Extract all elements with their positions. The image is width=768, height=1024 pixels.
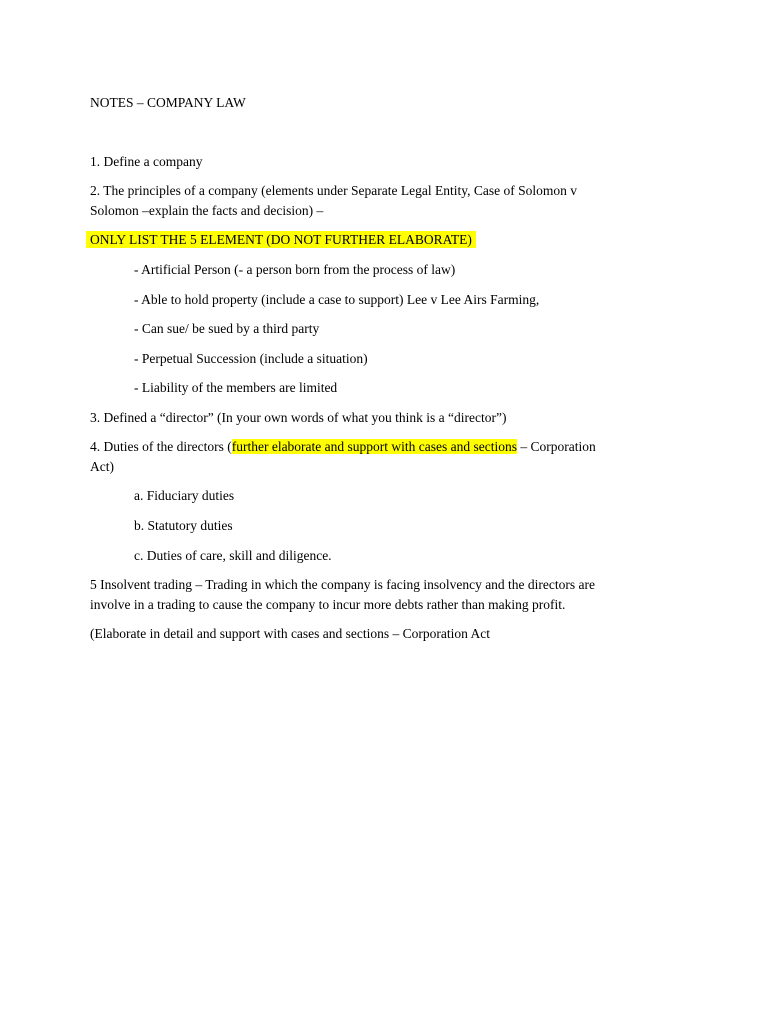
duty-item: b. Statutory duties: [134, 518, 233, 533]
highlight-only-list: ONLY LIST THE 5 ELEMENT (DO NOT FURTHER ELABORATE): [86, 231, 476, 248]
item-duties-line1: [90, 437, 596, 457]
element-item: - Liability of the members are limited: [134, 380, 338, 395]
element-item: - Can sue/ be sued by a third party: [134, 321, 320, 336]
duty-item: c. Duties of care, skill and diligence.: [134, 548, 332, 563]
element-item: - Artificial Person (- a person born from the process of law): [134, 262, 456, 277]
duties-suffix: – Corporation: [517, 439, 596, 454]
item-principles-line2: Solomon –explain the facts and decision) –: [90, 203, 324, 218]
highlight-elaborate: further elaborate and support with cases and sections: [231, 439, 517, 454]
highlighted-instruction: [90, 230, 476, 250]
item-define-director: 3. Defined a “director” (In your own words of what you think is a “director”): [90, 410, 507, 425]
item-insolvent-line1: 5 Insolvent trading – Trading in which the company is facing insolvency and the directors are: [90, 577, 596, 592]
element-item: - Able to hold property (include a case to support) Lee v Lee Airs Farming,: [134, 292, 540, 307]
item-define-company: 1. Define a company: [90, 154, 203, 169]
item-insolvent-note: (Elaborate in detail and support with cases and sections – Corporation Act: [90, 626, 491, 641]
duty-item: a. Fiduciary duties: [134, 488, 235, 503]
item-principles-line1: 2. The principles of a company (elements under Separate Legal Entity, Case of Solomon v: [90, 183, 577, 198]
duties-prefix: 4. Duties of the directors (: [90, 439, 232, 454]
page-title: NOTES – COMPANY LAW: [90, 95, 246, 110]
item-insolvent-line2: involve in a trading to cause the company to incur more debts rather than making profit.: [90, 597, 566, 612]
item-duties-line2: Act): [90, 459, 114, 474]
element-item: - Perpetual Succession (include a situation): [134, 351, 368, 366]
